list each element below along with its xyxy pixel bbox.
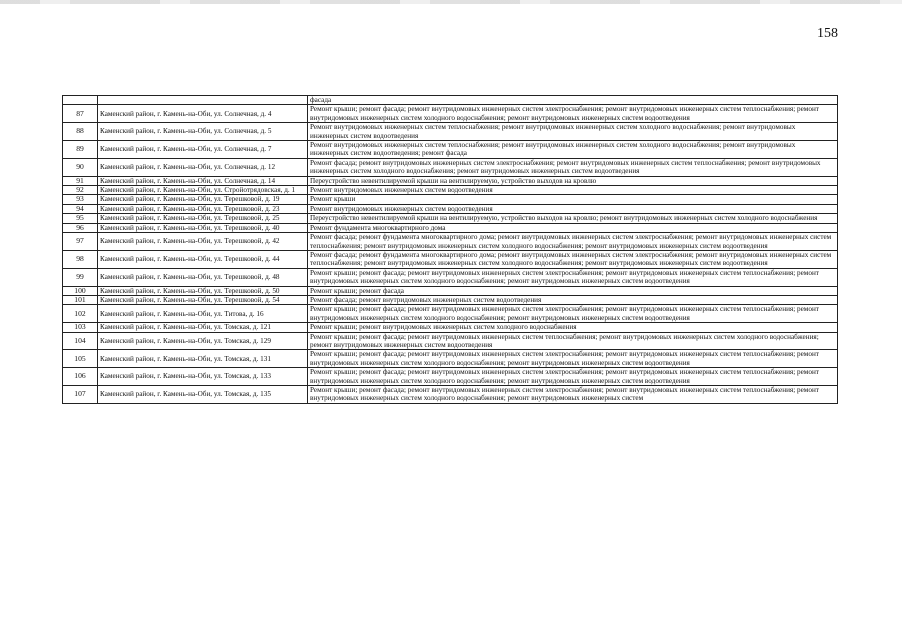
table-row <box>63 350 838 368</box>
address-cell: Каменский район, г. Камень-на-Оби, ул. Солнечная, д. 4 <box>98 105 308 123</box>
address-cell: Каменский район, г. Камень-на-Оби, ул. Стройотрядовская, д. 1 <box>98 186 308 195</box>
table-row <box>63 176 838 185</box>
table-row <box>63 332 838 350</box>
row-number-cell: 90 <box>63 158 98 176</box>
address-cell: Каменский район, г. Камень-на-Оби, ул. Терешковой, д. 40 <box>98 223 308 232</box>
table-row <box>63 186 838 195</box>
row-number-cell: 107 <box>63 386 98 404</box>
registry-body <box>63 96 838 404</box>
table-row <box>63 233 838 251</box>
works-cell: Ремонт крыши; ремонт фасада; ремонт внутридомовых инженерных систем электроснабжения; ремонт внутридомовых инженерных систем теплоснабжения; ремонт внутридомовых инженерных систем холодного водоснабжения; ремонт внутридомовых инженерных систем водоотведения <box>308 268 838 286</box>
table-row <box>63 286 838 295</box>
page-number: 158 <box>817 26 838 41</box>
row-number-cell: 93 <box>63 195 98 204</box>
row-number-cell: 89 <box>63 141 98 159</box>
address-cell: Каменский район, г. Камень-на-Оби, ул. Терешковой, д. 42 <box>98 233 308 251</box>
table-row <box>63 141 838 159</box>
row-number-cell: 104 <box>63 332 98 350</box>
address-cell: Каменский район, г. Камень-на-Оби, ул. Томская, д. 133 <box>98 368 308 386</box>
table-row <box>63 386 838 404</box>
table-row <box>63 204 838 213</box>
table-row <box>63 223 838 232</box>
works-cell: Ремонт фасада; ремонт внутридомовых инженерных систем электроснабжения; ремонт внутридомовых инженерных систем теплоснабжения; ремонт внутридомовых инженерных систем холодного водоснабжения; ремонт внутридомовых инженерных систем водоотведения <box>308 158 838 176</box>
works-cell: Ремонт крыши; ремонт фасада <box>308 286 838 295</box>
address-cell: Каменский район, г. Камень-на-Оби, ул. Томская, д. 121 <box>98 323 308 332</box>
table-row <box>63 214 838 223</box>
table-row <box>63 295 838 304</box>
address-cell: Каменский район, г. Камень-на-Оби, ул. Солнечная, д. 7 <box>98 141 308 159</box>
works-cell: Ремонт внутридомовых инженерных систем водоотведения <box>308 204 838 213</box>
address-cell: Каменский район, г. Камень-на-Оби, ул. Терешковой, д. 54 <box>98 295 308 304</box>
table-row <box>63 368 838 386</box>
address-cell <box>98 96 308 105</box>
row-number-cell: 87 <box>63 105 98 123</box>
address-cell: Каменский район, г. Камень-на-Оби, ул. Терешковой, д. 23 <box>98 204 308 213</box>
scan-edge <box>0 0 902 4</box>
registry-table <box>62 95 838 404</box>
works-cell: Ремонт крыши; ремонт фасада; ремонт внутридомовых инженерных систем электроснабжения; ремонт внутридомовых инженерных систем теплоснабжения; ремонт внутридомовых инженерных систем холодного водоснабжения; ремонт внутридомовых инженерных систем водоотведения <box>308 350 838 368</box>
works-cell: Ремонт фасада; ремонт внутридомовых инженерных систем водоотведения <box>308 295 838 304</box>
row-number-cell: 105 <box>63 350 98 368</box>
row-number-cell: 101 <box>63 295 98 304</box>
table-row <box>63 105 838 123</box>
row-number-cell: 94 <box>63 204 98 213</box>
works-cell: Ремонт крыши; ремонт фасада; ремонт внутридомовых инженерных систем теплоснабжения; ремонт внутридомовых инженерных систем холодного водоснабжения; ремонт внутридомовых инженерных систем водоотведения <box>308 332 838 350</box>
address-cell: Каменский район, г. Камень-на-Оби, ул. Терешковой, д. 48 <box>98 268 308 286</box>
row-number-cell: 98 <box>63 250 98 268</box>
address-cell: Каменский район, г. Камень-на-Оби, ул. Терешковой, д. 25 <box>98 214 308 223</box>
works-cell: Переустройство невентилируемой крыши на вентилируемую, устройство выходов на кровлю; ремонт внутридомовых инженерных систем холодного водоснабжения <box>308 214 838 223</box>
address-cell: Каменский район, г. Камень-на-Оби, ул. Томская, д. 135 <box>98 386 308 404</box>
row-number-cell <box>63 96 98 105</box>
address-cell: Каменский район, г. Камень-на-Оби, ул. Солнечная, д. 14 <box>98 176 308 185</box>
address-cell: Каменский район, г. Камень-на-Оби, ул. Титова, д. 16 <box>98 305 308 323</box>
table-row <box>63 305 838 323</box>
address-cell: Каменский район, г. Камень-на-Оби, ул. Терешковой, д. 44 <box>98 250 308 268</box>
address-cell: Каменский район, г. Камень-на-Оби, ул. Терешковой, д. 19 <box>98 195 308 204</box>
table-row <box>63 195 838 204</box>
works-cell: Ремонт крыши; ремонт внутридомовых инженерных систем холодного водоснабжения <box>308 323 838 332</box>
works-cell: Ремонт крыши; ремонт фасада; ремонт внутридомовых инженерных систем электроснабжения; ремонт внутридомовых инженерных систем теплоснабжения; ремонт внутридомовых инженерных систем холодного водоснабжения; ремонт внутридомовых инженерных систем водоотведения <box>308 368 838 386</box>
row-number-cell: 97 <box>63 233 98 251</box>
row-number-cell: 88 <box>63 123 98 141</box>
works-cell: Ремонт крыши; ремонт фасада; ремонт внутридомовых инженерных систем электроснабжения; ремонт внутридомовых инженерных систем теплоснабжения; ремонт внутридомовых инженерных систем холодного водоснабжения; ремонт внутридомовых инженерных систем водоотведения <box>308 305 838 323</box>
works-cell: Ремонт крыши; ремонт фасада; ремонт внутридомовых инженерных систем электроснабжения; ремонт внутридомовых инженерных систем теплоснабжения; ремонт внутридомовых инженерных систем холодного водоснабжения; ремонт внутридомовых инженерных систем водоотведения <box>308 105 838 123</box>
table-row <box>63 323 838 332</box>
works-cell: Ремонт внутридомовых инженерных систем теплоснабжения; ремонт внутридомовых инженерных систем холодного водоснабжения; ремонт внутридомовых инженерных систем водоотведения; ремонт фасада <box>308 141 838 159</box>
row-number-cell: 99 <box>63 268 98 286</box>
address-cell: Каменский район, г. Камень-на-Оби, ул. Солнечная, д. 12 <box>98 158 308 176</box>
works-cell: Ремонт фасада; ремонт фундамента многоквартирного дома; ремонт внутридомовых инженерных систем электроснабжения; ремонт внутридомовых инженерных систем теплоснабжения; ремонт внутридомовых инженерных систем холодного водоснабжения; ремонт внутридомовых инженерных систем водоотведения <box>308 250 838 268</box>
table-row <box>63 123 838 141</box>
works-cell: Переустройство невентилируемой крыши на вентилируемую, устройство выходов на кровлю <box>308 176 838 185</box>
table-row <box>63 268 838 286</box>
row-number-cell: 102 <box>63 305 98 323</box>
row-number-cell: 100 <box>63 286 98 295</box>
works-cell: Ремонт внутридомовых инженерных систем водоотведения <box>308 186 838 195</box>
row-number-cell: 91 <box>63 176 98 185</box>
table-row <box>63 96 838 105</box>
works-cell: Ремонт фундамента многоквартирного дома <box>308 223 838 232</box>
address-cell: Каменский район, г. Камень-на-Оби, ул. Терешковой, д. 50 <box>98 286 308 295</box>
address-cell: Каменский район, г. Камень-на-Оби, ул. Солнечная, д. 5 <box>98 123 308 141</box>
works-cell: Ремонт фасада; ремонт фундамента многоквартирного дома; ремонт внутридомовых инженерных систем электроснабжения; ремонт внутридомовых инженерных систем теплоснабжения; ремонт внутридомовых инженерных систем холодного водоснабжения; ремонт внутридомовых инженерных систем водоотведения <box>308 233 838 251</box>
works-cell: Ремонт крыши <box>308 195 838 204</box>
row-number-cell: 95 <box>63 214 98 223</box>
row-number-cell: 103 <box>63 323 98 332</box>
works-cell: Ремонт внутридомовых инженерных систем теплоснабжения; ремонт внутридомовых инженерных систем холодного водоснабжения; ремонт внутридомовых инженерных систем водоотведения <box>308 123 838 141</box>
table-row <box>63 250 838 268</box>
row-number-cell: 92 <box>63 186 98 195</box>
row-number-cell: 106 <box>63 368 98 386</box>
address-cell: Каменский район, г. Камень-на-Оби, ул. Томская, д. 131 <box>98 350 308 368</box>
works-cell: фасада <box>308 96 838 105</box>
address-cell: Каменский район, г. Камень-на-Оби, ул. Томская, д. 129 <box>98 332 308 350</box>
works-cell: Ремонт крыши; ремонт фасада; ремонт внутридомовых инженерных систем электроснабжения; ремонт внутридомовых инженерных систем теплоснабжения; ремонт внутридомовых инженерных систем холодного водоснабжения; ремонт внутридомовых инженерных систем <box>308 386 838 404</box>
table-row <box>63 158 838 176</box>
row-number-cell: 96 <box>63 223 98 232</box>
